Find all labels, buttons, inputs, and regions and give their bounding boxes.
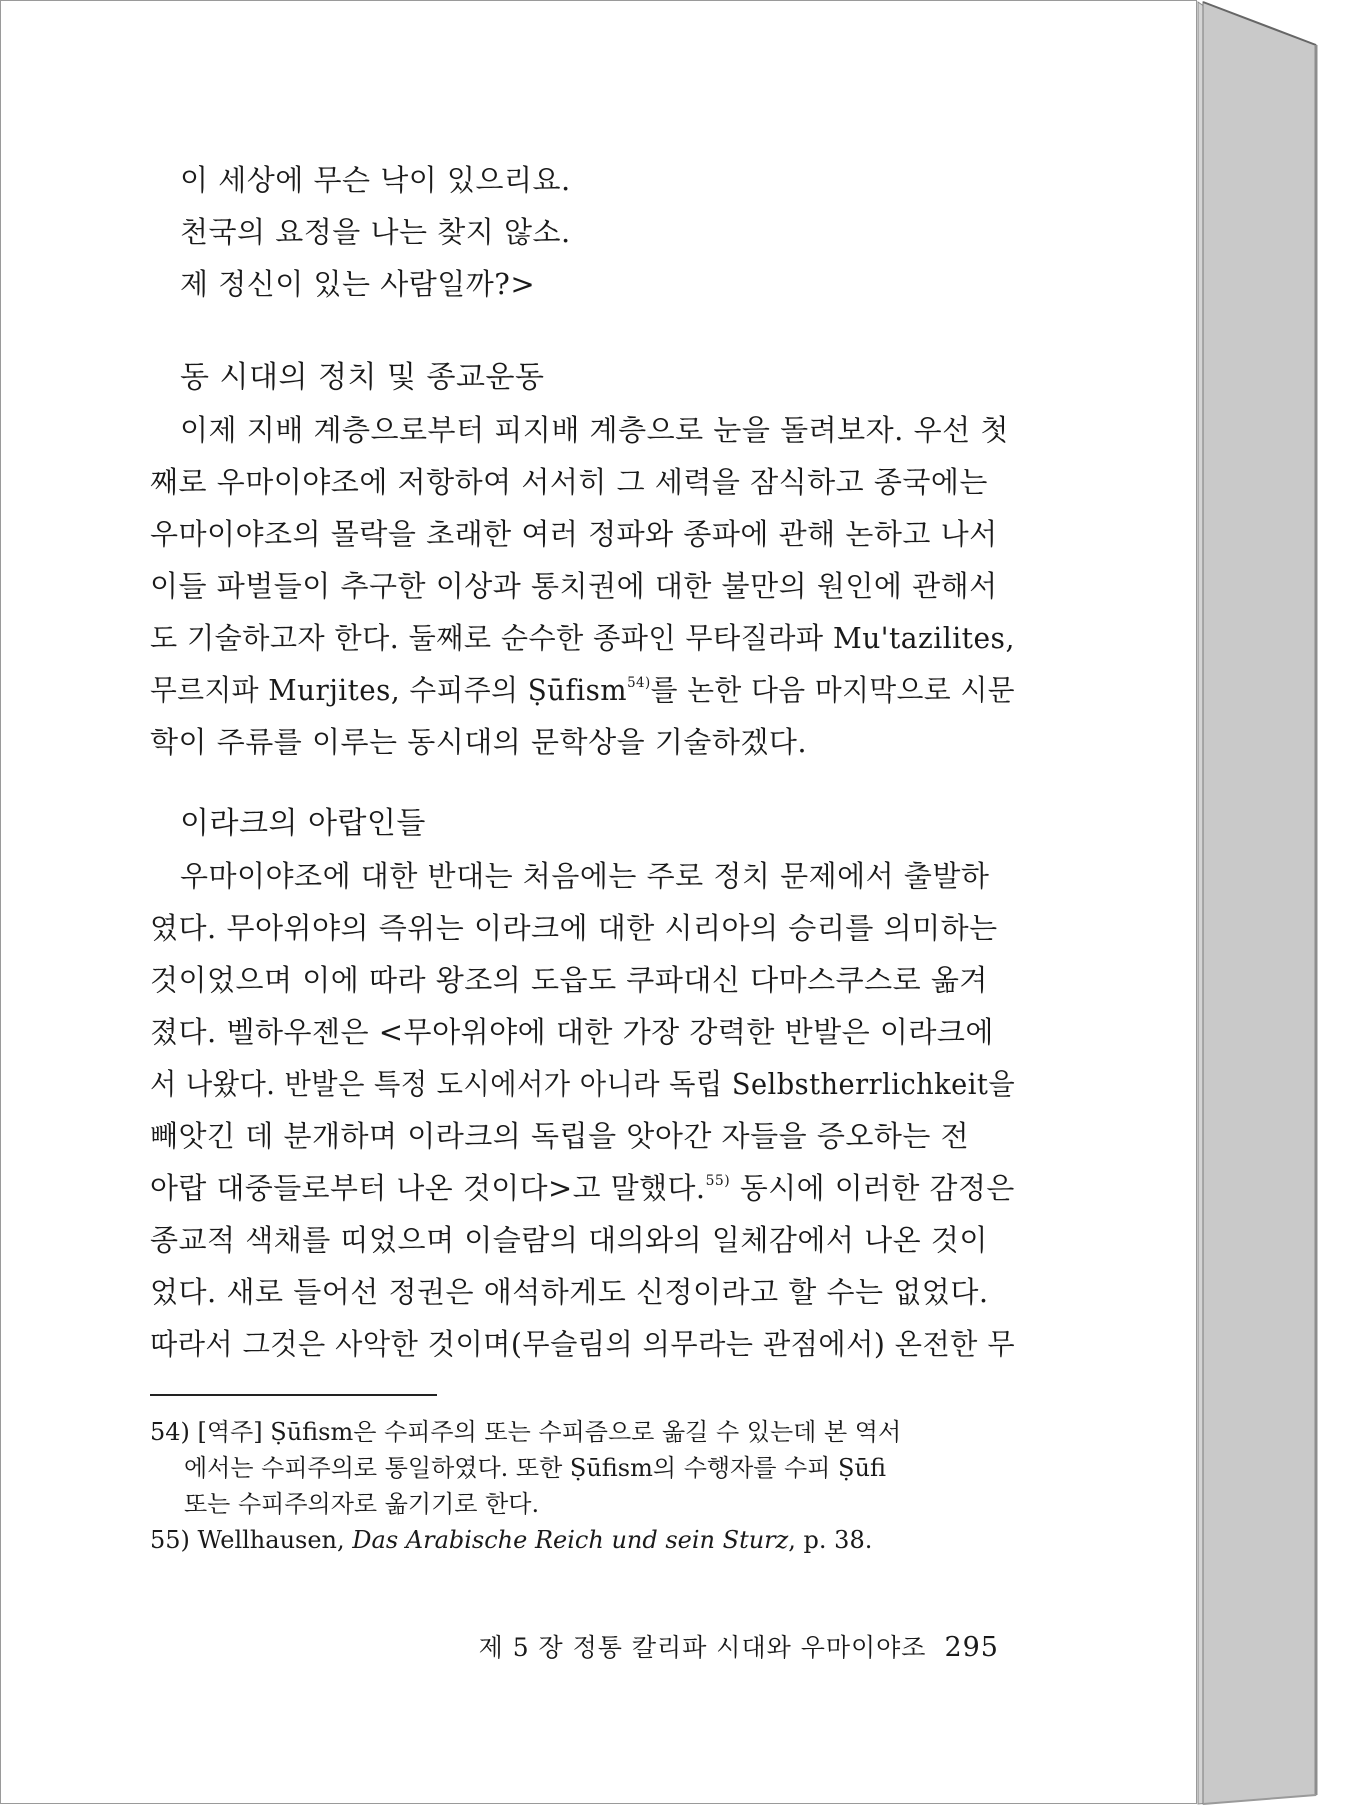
footnote-54-line-2: 에서는 수피주의로 통일하였다. 또한 Ṣūfism의 수행자를 수피 Ṣūfi <box>184 1454 886 1482</box>
body-line-with-footnote <box>150 664 1015 716</box>
footnote-54-line-3: 또는 수피주의자로 옮기기로 한다. <box>184 1490 540 1518</box>
footnote-rule <box>150 1394 437 1396</box>
body-line: 종교적 색채를 띠었으며 이슬람의 대의와의 일체감에서 나온 것이 <box>150 1223 988 1257</box>
body-line: 따라서 그것은 사악한 것이며(무슬림의 의무라는 관점에서) 온전한 무 <box>150 1327 1016 1361</box>
body-line: 서 나왔다. 반발은 특정 도시에서가 아니라 독립 Selbstherrlichkeit을 <box>150 1067 1016 1101</box>
section-heading-iraq-arabs: 이라크의 아랍인들 <box>180 806 426 841</box>
body-line: 이들 파벌들이 추구한 이상과 통치권에 대한 불만의 원인에 관해서 <box>150 569 998 603</box>
footnote-ref-55: 55) <box>705 1173 731 1189</box>
footnote-54-line-1: 54) [역주] Ṣūfism은 수피주의 또는 수피즘으로 옮길 수 있는데 본 역서 <box>150 1418 902 1446</box>
running-footer <box>479 1628 999 1664</box>
poem-line-2: 천국의 요정을 나는 찾지 않소. <box>180 215 571 249</box>
body-line: 이제 지배 계층으로부터 피지배 계층으로 눈을 돌려보자. 우선 첫 <box>180 413 1009 447</box>
body-line: 것이었으며 이에 따라 왕조의 도읍도 쿠파대신 다마스쿠스로 옮겨 <box>150 963 988 997</box>
page-number: 295 <box>944 1632 999 1663</box>
footnote-ref-54: 54) <box>627 675 651 691</box>
body-line: 학이 주류를 이루는 동시대의 문학상을 기술하겠다. <box>150 725 808 759</box>
section-heading-politics: 동 시대의 정치 및 종교운동 <box>180 360 545 395</box>
body-line: 도 기술하고자 한다. 둘째로 순수한 종파인 무타질라파 Mu'tazilites, <box>150 621 1015 655</box>
footnote-55 <box>150 1520 872 1560</box>
body-line: 었다. 새로 들어선 정권은 애석하게도 신정이라고 할 수는 없었다. <box>150 1275 989 1309</box>
body-line: 째로 우마이야조에 저항하여 서서히 그 세력을 잠식하고 종국에는 <box>150 465 988 499</box>
body-line: 빼앗긴 데 분개하며 이라크의 독립을 앗아간 자들을 증오하는 전 <box>150 1119 970 1153</box>
footnote-55-page: , p. 38. <box>788 1526 873 1554</box>
footnote-55-author: 55) Wellhausen, <box>150 1526 353 1554</box>
body-line: 졌다. 벨하우젠은 <무아위야에 대한 가장 강력한 반발은 이라크에 <box>150 1015 994 1049</box>
body-line: 우마이야조에 대한 반대는 처음에는 주로 정치 문제에서 출발하 <box>180 859 990 893</box>
poem-line-1: 이 세상에 무슨 낙이 있으리요. <box>180 163 571 197</box>
footnote-55-title: Das Arabische Reich und sein Sturz <box>352 1526 789 1554</box>
body-line-with-footnote <box>150 1162 1015 1214</box>
chapter-title: 제 5 장 정통 칼리파 시대와 우마이야조 <box>478 1633 927 1662</box>
body-text: 동시에 이러한 감정은 <box>730 1171 1015 1205</box>
body-line: 였다. 무아위야의 즉위는 이라크에 대한 시리아의 승리를 의미하는 <box>150 911 998 945</box>
body-text: 를 논한 다음 마지막으로 시문 <box>650 673 1015 707</box>
poem-line-3: 제 정신이 있는 사람일까?> <box>180 267 536 301</box>
body-line: 우마이야조의 몰락을 초래한 여러 정파와 종파에 관해 논하고 나서 <box>150 517 998 551</box>
body-text: 무르지파 Murjites, 수피주의 Ṣūfism <box>150 673 628 707</box>
body-text: 아랍 대중들로부터 나온 것이다>고 말했다. <box>150 1171 706 1205</box>
